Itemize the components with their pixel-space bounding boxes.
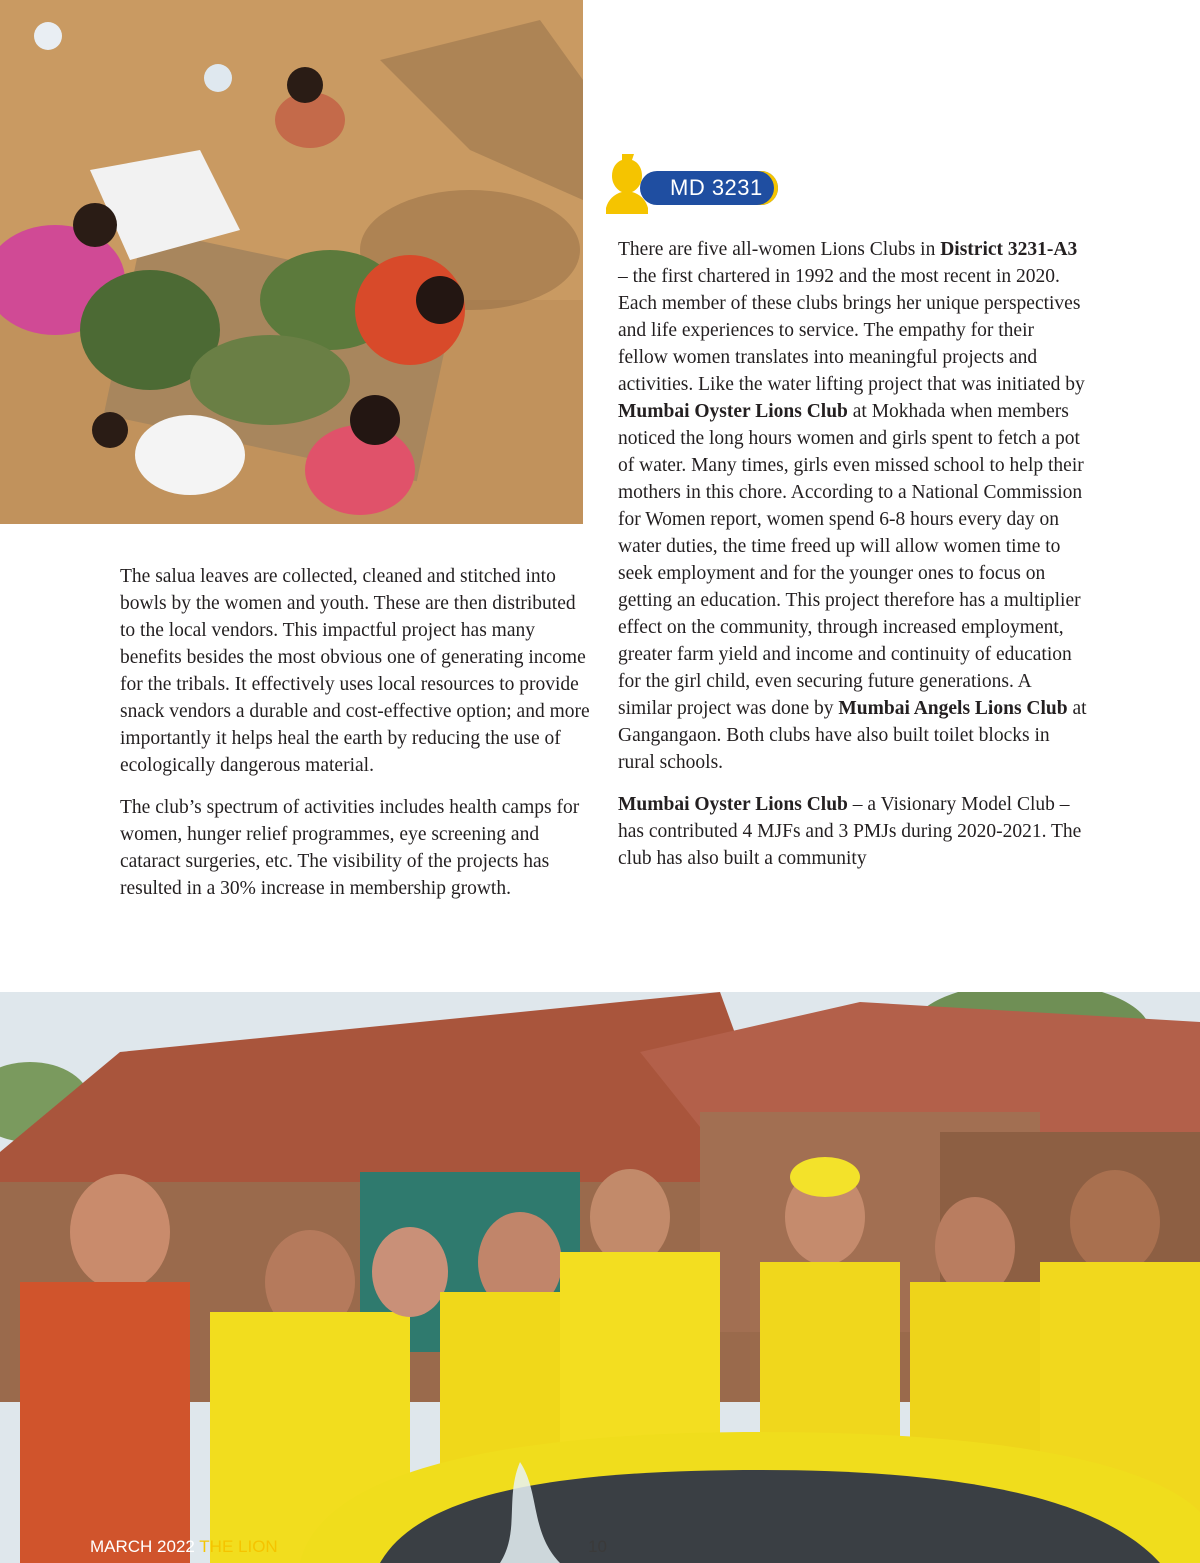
bold-club-name: Mumbai Angels Lions Club <box>838 698 1068 719</box>
text-run: at Mokhada when members noticed the long hours women and girls spent to fetch a pot of water. Many times, girls even missed school to help their mothers in this chore. According to a National Commission for Women report, women spend 6-8 hours every day on water duties, the time freed up will allow women time to seek employment and for the younger ones to focus on getting an education. This project therefore has a multiplier effect on the community, through increased employment, greater farm yield and income and continuity of education for the girl child, even securing future generations. A similar project was done by <box>618 401 1084 719</box>
water-tank-illustration <box>0 992 1200 1563</box>
right-text-column <box>618 236 1088 887</box>
leaf-stitching-photo <box>0 0 583 524</box>
bold-club-name: District 3231-A3 <box>940 239 1078 260</box>
footer-brand: THE LION <box>199 1537 278 1556</box>
page-number: 10 <box>588 1537 607 1556</box>
text-run: – a Visionary Model Club – has contributed 4 MJFs and 3 PMJs during 2020-2021. The club has also built a community <box>618 794 1082 869</box>
badge-label: MD 3231 <box>670 175 763 200</box>
leaf-stitching-illustration <box>0 0 583 524</box>
page-footer <box>90 1537 278 1561</box>
footer-date: MARCH 2022 <box>90 1537 195 1556</box>
paragraph <box>618 236 1088 776</box>
text-run: There are five all-women Lions Clubs in <box>618 239 941 260</box>
district-badge <box>604 150 784 218</box>
text-run: The salua leaves are collected, cleaned and stitched into bowls by the women and youth. These are then distributed to the local vendors. This impactful project has many benefits besides the most obvious one of generating income for the tribals. It effectively uses local resources to provide snack vendors a durable and cost-effective option; and more importantly it helps heal the earth by reducing the use of ecologically dangerous material. <box>120 566 590 776</box>
paragraph <box>120 794 590 902</box>
water-tank-group-photo <box>0 992 1200 1563</box>
text-run: at Gangangaon. Both clubs have also built toilet blocks in rural schools. <box>618 698 1087 773</box>
text-run: – the first chartered in 1992 and the most recent in 2020. Each member of these clubs brings her unique perspectives and life experiences to service. The empathy for their fellow women translates into meaningful projects and activities. Like the water lifting project that was initiated by <box>618 266 1085 395</box>
text-run: The club’s spectrum of activities includes health camps for women, hunger relief programmes, eye screening and cataract surgeries, etc. The visibility of the projects has resulted in a 30% increase in membership growth. <box>120 797 580 899</box>
paragraph <box>618 791 1088 872</box>
bold-club-name: Mumbai Oyster Lions Club <box>618 401 848 422</box>
left-text-column <box>120 563 590 917</box>
paragraph <box>120 563 590 779</box>
bold-club-name: Mumbai Oyster Lions Club <box>618 794 848 815</box>
